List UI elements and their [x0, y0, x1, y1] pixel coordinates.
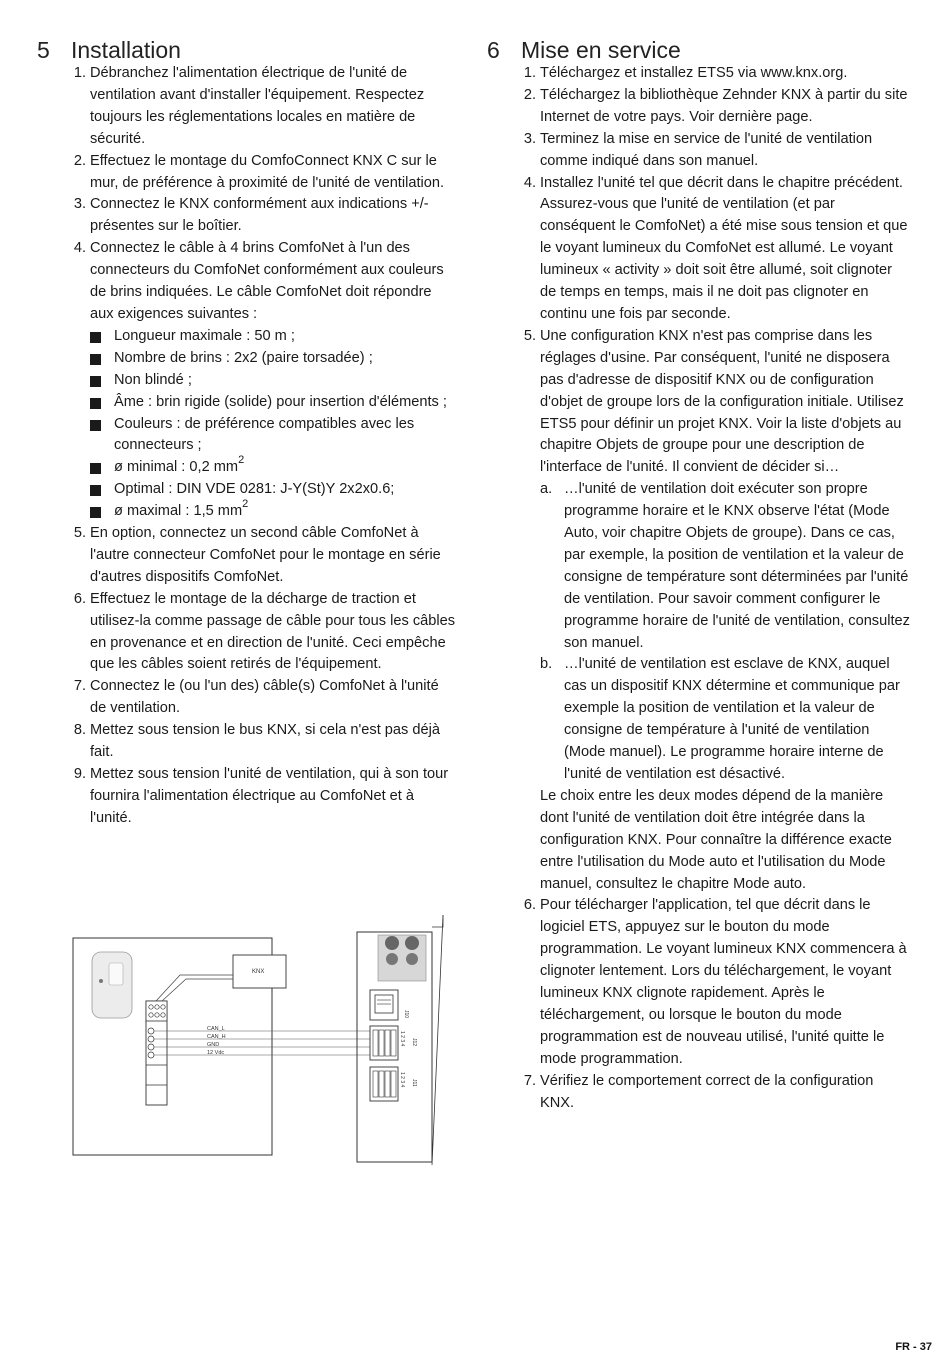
ventilation-unit-image: [378, 935, 426, 981]
knx-label: KNX: [252, 969, 265, 975]
bullet-item: Longueur maximale : 50 m ;: [90, 326, 456, 348]
connector-label: J12: [411, 1038, 417, 1047]
list-item: 9. Mettez sous tension l'unité de ventilation, qui à son tour fournira l'alimentation électrique au ComfoNet et à l'unité.: [73, 766, 449, 826]
bullet-square-icon: [90, 463, 101, 474]
ventilation-unit-panel: [432, 915, 443, 927]
wire-label: GND: [207, 1042, 220, 1048]
j10-connector: [370, 990, 398, 1020]
bullet-square-icon: [90, 354, 101, 365]
connector-label: J11: [411, 1079, 417, 1087]
list-item: 5. En option, connectez un second câble ComfoNet à l'autre connecteur ComfoNet pour le montage en série d'autres dispositifs ComfoNet.: [73, 525, 441, 585]
wire-label: CAN_L: [207, 1026, 225, 1032]
list-item: 6. Pour télécharger l'application, tel que décrit dans le logiciel ETS, appuyez sur le bouton du mode programmation. Le voyant lumineux KNX commencera à clignoter lentement. Lors du téléchargement, le voyant lumineux KNX clignote rapidement. Après le téléchargement, ou lorsque le bouton du mode programmation est de nouveau utilisé, l'unité quitte le mode programmation.: [523, 897, 907, 1067]
bullet-square-icon: [90, 376, 101, 387]
list-item: 3. Connectez le KNX conformément aux indications +/- présentes sur le boîtier.: [73, 196, 429, 235]
list-item: 5. Une configuration KNX n'est pas comprise dans les réglages d'usine. Par conséquent, l'unité ne disposera pas d'adresse de dispositif KNX ou de configuration d'objet de groupe lors de la configuration initiale. Utilisez ETS5 pour définir un projet KNX. Voir la liste d'objets au chapitre Objets de groupe pour une description de l'interface de l'unité. Il convient de décider si… a. …l'unité de ventilation doit exécuter son propre programme horaire et le KNX observe l'état (Mode Auto, voir chapitre Objets de groupe). Dans ce cas, par exemple, la position de ventilation et la valeur de consigne de température sont déterminées par l'unité de ventilation. Pour savoir comment configurer le programme horaire de l'unité de ventilation, consultez son manuel. b. …l'unité de ventilation est esclave de KNX, auquel cas un dispositif KNX détermine et communique par exemple la position de ventilation et la valeur de consigne de température à l'unité de ventilation (Mode manuel). Le programme horaire interne de l'unité de ventilation est désactivé. Le choix entre les deux modes dépend de la manière dont l'unité de ventilation doit être intégrée dans la configuration KNX. Pour connaître la différence exacte entre l'utilisation du Mode auto et l'utilisation du Mode manuel, consultez le chapitre Mode auto.: [520, 326, 910, 896]
list-item: 4. Connectez le câble à 4 brins ComfoNet à l'un des connecteurs du ComfoNet conformément aux couleurs de brins indiquées. Le câble ComfoNet doit répondre aux exigences suivantes : Longueur maximale : 50 m ; Nombre de brins : 2x2 (paire torsadée) ; Non blindé ; Âme : brin rigide (solide) pour insertion d'éléments ; Couleurs : de préférence compatibles avec les connecteurs ; ø minimal : 0,2 $mm^2$ Optimal : DIN VDE 0281: J-Y(St)Y 2x2x0.6; ø maximal : 1,5 $mm^2$: [70, 238, 456, 523]
mode-choice-note: Le choix entre les deux modes dépend de la manière dont l'unité de ventilation doit être intégrée dans la configuration KNX. Pour connaître la différence exacte entre l'utilisation du Mode auto et l'utilisation du Mode manuel, consultez le chapitre Mode auto.: [540, 787, 892, 892]
list-item: 6. Effectuez le montage de la décharge de traction et utilisez-la comme passage de câble pour tous les câbles en provenance et en direction de l'unité. Ceci empêche que les câbles soient retirés de l'équipement.: [73, 590, 456, 673]
list-item: 2. Effectuez le montage du ComfoConnect KNX C sur le mur, de préférence à proximité de l'unité de ventilation.: [73, 152, 445, 191]
section-number: 5: [37, 37, 50, 63]
section-title: Installation: [71, 37, 181, 63]
option-b: b. …l'unité de ventilation est esclave de KNX, auquel cas un dispositif KNX détermine et communique par exemple la position de ventilation et la valeur de consigne de température à l'unité de ventilation (Mode manuel). Le programme horaire interne de l'unité de ventilation est désactivé.: [540, 656, 900, 782]
bullet-item: Optimal : DIN VDE 0281: J-Y(St)Y 2x2x0.6;: [90, 479, 456, 501]
section-5-heading: [37, 37, 181, 63]
bullet-item: Non blindé ;: [90, 370, 456, 392]
list-item: 1. Téléchargez et installez ETS5 via www.knx.org.: [523, 65, 848, 81]
list-item: 7. Vérifiez le comportement correct de la configuration KNX.: [523, 1072, 874, 1111]
option-a: a. …l'unité de ventilation doit exécuter son propre programme horaire et le KNX observe l'état (Mode Auto, voir chapitre Objets de groupe). Dans ce cas, par exemple, la position de ventilation et la valeur de consigne de température sont déterminées par l'unité de ventilation. Pour savoir comment configurer le programme horaire de l'unité de ventilation, consultez son manuel.: [540, 481, 910, 651]
wire-label: 12 Vdc: [207, 1050, 225, 1056]
connector-label: J10: [403, 1010, 409, 1019]
bullet-square-icon: [90, 398, 101, 409]
list-item: 8. Mettez sous tension le bus KNX, si cela n'est pas déjà fait.: [73, 722, 440, 761]
cable-requirements: [90, 326, 456, 523]
bullet-square-icon: [90, 332, 101, 343]
wire-label: CAN_H: [207, 1034, 226, 1040]
bullet-item: ø maximal : 1,5 $mm^2$: [90, 501, 456, 523]
list-item: 7. Connectez le (ou l'un des) câble(s) ComfoNet à l'unité de ventilation.: [73, 678, 439, 717]
pin-numbers: 1 2 3 4: [399, 1031, 405, 1047]
bullet-item: Âme : brin rigide (solide) pour insertion d'éléments ;: [70, 392, 456, 414]
section-title: Mise en service: [521, 37, 681, 63]
list-item: 2. Téléchargez la bibliothèque Zehnder KNX à partir du site Internet de votre pays. Voir dernière page.: [523, 86, 908, 125]
bullet-item: Couleurs : de préférence compatibles avec les connecteurs ;: [90, 414, 456, 458]
pin-numbers: 1 2 3 4: [399, 1072, 405, 1088]
bullet-item: Nombre de brins : 2x2 (paire torsadée) ;: [90, 348, 456, 370]
wiring-diagram: [70, 915, 450, 1170]
bullet-square-icon: [90, 507, 101, 518]
bullet-item: ø minimal : 0,2 $mm^2$: [90, 457, 456, 479]
page-number: FR - 37: [895, 1341, 932, 1353]
installation-steps: [70, 63, 456, 830]
list-item: 1. Débranchez l'alimentation électrique de l'unité de ventilation avant d'installer l'équipement. Respectez toujours les réglementations locales en matière de sécurité.: [73, 65, 425, 147]
list-item: 4. Installez l'unité tel que décrit dans le chapitre précédent. Assurez-vous que l'unité de ventilation (et par conséquent le ComfoNet) a été mise sous tension et que le voyant lumineux du ComfoNet est allumé. Le voyant lumineux « activity » doit soit être allumé, soit clignoter de temps en temps, mais il ne doit pas clignoter en continu une fois par seconde.: [523, 174, 908, 322]
bullet-square-icon: [90, 485, 101, 496]
commissioning-steps: [520, 63, 910, 1115]
section-number: 6: [487, 37, 500, 63]
section-6-heading: [487, 37, 681, 63]
bullet-square-icon: [90, 420, 101, 431]
list-item: 3. Terminez la mise en service de l'unité de ventilation comme indiqué dans son manuel.: [523, 130, 873, 169]
